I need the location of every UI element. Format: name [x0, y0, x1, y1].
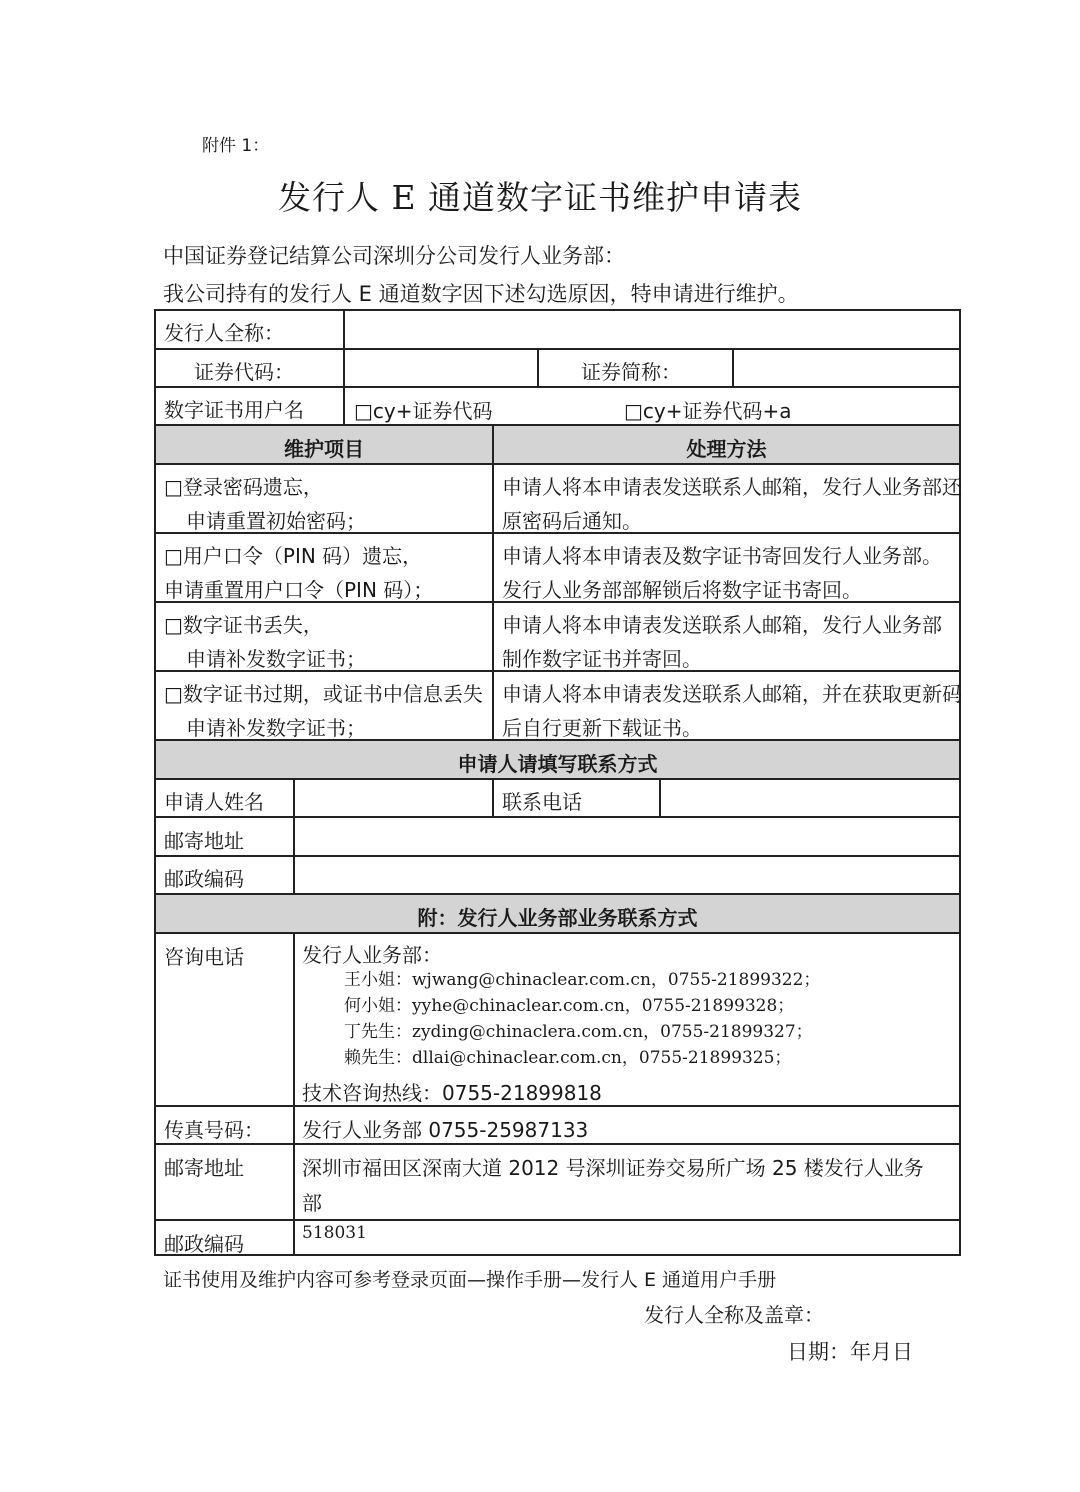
cert-username-option-2[interactable]: □cy+证券代码+a: [624, 399, 792, 423]
fax-value: 发行人业务部 0755-25987133: [302, 1118, 589, 1142]
processing-method-text: 申请人将本申请表发送联系人邮箱，发行人业务部: [502, 613, 942, 637]
processing-method-text: 申请人将本申请表发送联系人邮箱，并在获取更新码: [502, 682, 962, 706]
security-code-label: 证券代码：: [194, 360, 294, 384]
tech-hotline: 技术咨询热线：0755-21899818: [302, 1081, 602, 1105]
intro-text: 我公司持有的发行人 E 通道数字因下述勾选原因，特申请进行维护。: [163, 282, 799, 306]
department-address-label: 邮寄地址: [164, 1156, 244, 1180]
applicant-name-label: 申请人姓名: [164, 790, 264, 814]
processing-method-header: 处理方法: [686, 437, 767, 461]
contact-entry: 王小姐：wjwang@chinaclear.com.cn，0755-21899322；: [344, 970, 821, 990]
processing-method-text: 申请人将本申请表及数字证书寄回发行人业务部。: [502, 544, 942, 568]
consult-phone-label: 咨询电话: [164, 945, 244, 969]
contact-list: [344, 967, 820, 1071]
addressee: 中国证券登记结算公司深圳分公司发行人业务部：: [163, 244, 625, 268]
security-code-field[interactable]: [352, 356, 532, 382]
cert-username-option-1[interactable]: □cy+证券代码: [354, 399, 493, 423]
processing-method-text: 制作数字证书并寄回。: [502, 647, 702, 671]
applicant-postcode-field[interactable]: [302, 863, 952, 889]
security-short-name-field[interactable]: [741, 356, 951, 382]
form-title: 发行人 E 通道数字证书维护申请表: [277, 178, 803, 217]
footnote: 证书使用及维护内容可参考登录页面—操作手册—发行人 E 通道用户手册: [163, 1269, 777, 1291]
maintenance-item-detail: 申请重置初始密码；: [186, 509, 366, 533]
seal-label: 发行人全称及盖章：: [644, 1303, 824, 1327]
processing-method-text: 原密码后通知。: [502, 509, 642, 533]
maintenance-item-detail: 申请补发数字证书；: [186, 716, 366, 740]
department-postcode-value: 518031: [302, 1223, 367, 1243]
applicant-name-field[interactable]: [302, 786, 487, 812]
maintenance-item-checkbox[interactable]: □数字证书过期，或证书中信息丢失: [164, 682, 483, 706]
contact-entry: 丁先生：zyding@chinaclera.com.cn，0755-21899327；: [344, 1022, 813, 1042]
department-postcode-label: 邮政编码: [164, 1232, 244, 1256]
department-address-line: 深圳市福田区深南大道 2012 号深圳证券交易所广场 25 楼发行人业务: [302, 1156, 924, 1180]
department-section-title: 附：发行人业务部业务联系方式: [417, 906, 698, 930]
applicant-postcode-label: 邮政编码: [164, 867, 244, 891]
security-short-name-label: 证券简称：: [581, 360, 681, 384]
applicant-phone-field[interactable]: [668, 786, 953, 812]
application-form-table: [154, 309, 961, 1256]
maintenance-item-detail: 申请补发数字证书；: [186, 647, 366, 671]
issuer-full-name-field[interactable]: [352, 317, 952, 343]
fax-label: 传真号码：: [164, 1118, 264, 1142]
maintenance-item-checkbox[interactable]: □登录密码遗忘，: [164, 475, 323, 499]
maintenance-item-detail: 申请重置用户口令（PIN 码）；: [164, 578, 434, 602]
processing-method-text: 申请人将本申请表发送联系人邮箱，发行人业务部还: [502, 475, 962, 499]
issuer-full-name-label: 发行人全称：: [164, 321, 284, 345]
department-address-line: 部: [302, 1191, 322, 1215]
processing-method-text: 发行人业务部部解锁后将数字证书寄回。: [502, 578, 862, 602]
cert-username-label: 数字证书用户名: [164, 398, 304, 422]
contact-entry: 何小姐：yyhe@chinaclear.com.cn，0755-21899328；: [344, 996, 795, 1016]
date-label: 日期：年月日: [787, 1340, 913, 1364]
maintenance-item-header: 维护项目: [284, 437, 364, 461]
consult-heading: 发行人业务部：: [302, 943, 442, 967]
annex-label: 附件 1：: [202, 136, 270, 156]
applicant-address-label: 邮寄地址: [164, 829, 244, 853]
applicant-section-title: 申请人请填写联系方式: [457, 752, 658, 776]
maintenance-item-checkbox[interactable]: □数字证书丢失，: [164, 613, 323, 637]
applicant-phone-label: 联系电话: [502, 790, 582, 814]
contact-entry: 赖先生：dllai@chinaclear.com.cn，0755-21899325；: [344, 1048, 792, 1068]
processing-method-text: 后自行更新下载证书。: [502, 716, 702, 740]
applicant-address-field[interactable]: [302, 825, 952, 851]
maintenance-item-checkbox[interactable]: □用户口令（PIN 码）遗忘，: [164, 544, 423, 568]
